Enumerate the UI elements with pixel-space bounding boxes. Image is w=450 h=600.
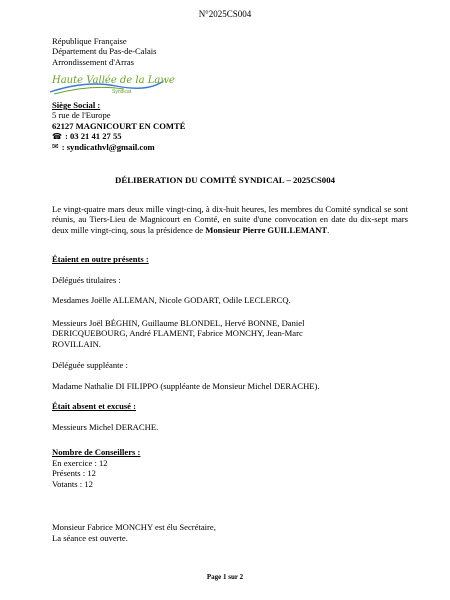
logo-subtitle: Syndicat [112,89,132,95]
document-title: DÉLIBERATION DU COMITÉ SYNDICAL – 2025CS004 [114,175,336,185]
absent-names: Messieurs Michel DERACHE. [52,421,159,432]
conseillers-exercice: En exercice : 12 [52,457,108,468]
head-office-block [52,100,185,152]
intro-end: . [327,224,330,235]
administrative-header [52,36,157,67]
session-opened-line: La séance est ouverte. [52,532,128,543]
suppleante-label: Déléguée suppléante : [52,360,128,371]
intro-paragraph [52,204,408,235]
head-office-phone [52,131,185,141]
logo-text: Haute Vallée de la Lawe [52,75,175,86]
admin-department: Département du Pas-de-Calais [52,46,157,57]
intro-text: Le vingt-quatre mars deux mille vingt-cinq, à dix-huit heures, les membres du Comité syndical se sont réunis, au Tiers-Lieu de Magnicourt en Comté, en suite d'une convocation en date du dix-sept mars deux mille vingt-cinq, sous la présidence de [52,204,408,235]
head-office-street: 5 rue de l'Europe [52,110,111,121]
president-name: Monsieur Pierre GUILLEMANT [205,224,328,235]
presents-heading: Étaient en outre présents : [52,254,149,265]
titulaires-mesdames: Mesdames Joëlle ALLEMAN, Nicole GODART, Odile LECLERCQ. [52,295,291,306]
head-office-heading: Siège Social : [52,100,101,110]
syndicate-logo [46,70,175,96]
email-address[interactable]: : syndicathvl@gmail.com [61,141,155,152]
head-office-email [52,142,185,152]
head-office-city: 62127 MAGNICOURT EN COMTÉ [52,120,186,131]
absent-heading: Était absent et excusé : [52,401,137,412]
titulaires-messieurs: Messieurs Joël BÉGHIN, Guillaume BLONDEL, Hervé BONNE, Daniel DERICQUEBOURG, André FLAMENT, Fabrice MONCHY, Jean-Marc ROVILLAIN. [52,317,305,349]
titulaires-label: Délégués titulaires : [52,274,121,285]
conseillers-presents: Présents : 12 [52,468,96,479]
conseillers-heading: Nombre de Conseillers : [52,447,141,458]
telephone-icon: ☎ [52,131,62,141]
conseillers-votants: Votants : 12 [52,478,93,489]
phone-number: : 03 21 41 27 55 [64,131,122,142]
suppleante-name: Madame Nathalie DI FILIPPO (suppléante de Monsieur Michel DERACHE). [52,380,320,391]
admin-arrondissement: Arrondissement d'Arras [52,56,134,67]
secretary-line: Monsieur Fabrice MONCHY est élu Secrétaire, [52,522,216,533]
deliberation-reference: N°2025CS004 [198,9,252,19]
admin-country: République Française [52,36,127,46]
document-body [52,204,408,543]
page-number: Page 1 sur 2 [206,573,244,581]
envelope-icon: ✉ [52,142,59,152]
